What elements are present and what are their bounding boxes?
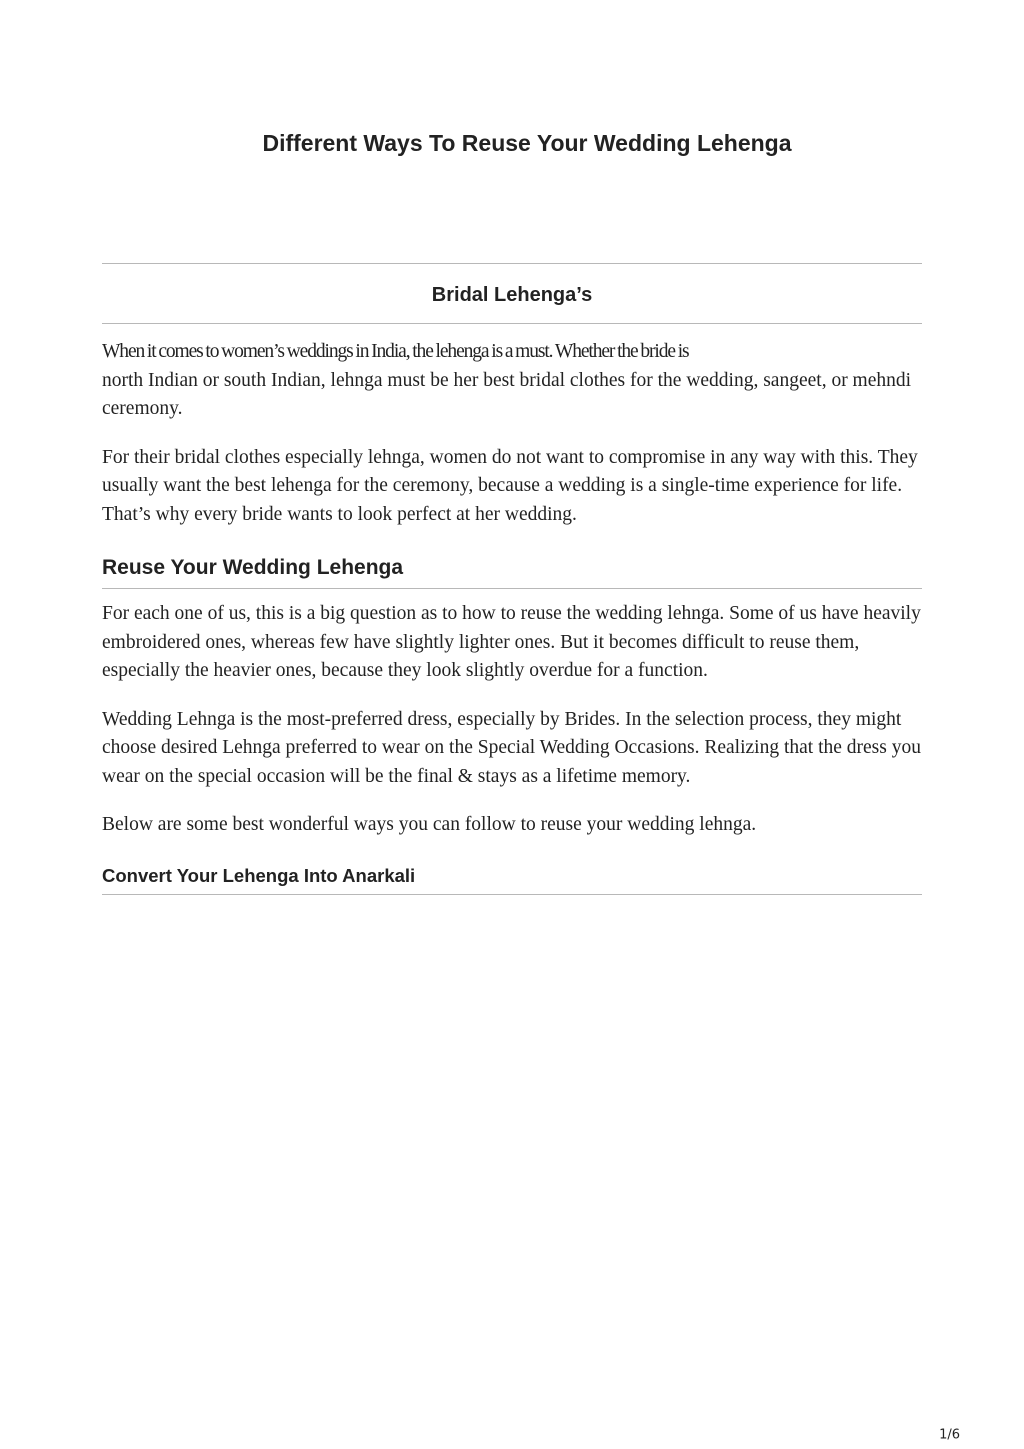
section-heading-bridal: Bridal Lehenga’s	[431, 284, 593, 306]
paragraph-reuse-preferred: Wedding Lehnga is the most-preferred dress, especially by Brides. In the selection process, they might choose desired Lehnga preferred to wear on the Special Wedding Occasions. Realizing that the dress you wear on the special occasion will be the final & stays as a lifetime memory.	[102, 708, 921, 787]
paragraph-bridal-expectations: For their bridal clothes especially lehnga, women do not want to compromise in any way with this. They usually want the best lehenga for the ceremony, because a wedding is a single-time experience for life. That’s why every bride wants to look perfect at her wedding.	[102, 446, 918, 525]
heading-anarkali: Convert Your Lehenga Into Anarkali	[102, 864, 416, 886]
divider-anarkali	[102, 894, 922, 895]
paragraph-reuse-ways: Below are some best wonderful ways you can follow to reuse your wedding lehnga.	[102, 814, 757, 835]
paragraph-bridal-intro	[102, 338, 922, 424]
paragraph-bridal-intro-line1: When it comes to women’s weddings in India, the lehenga is a must. Whether the bride is	[102, 341, 689, 362]
paragraph-bridal-intro-rest: north Indian or south Indian, lehnga must be her best bridal clothes for the wedding, sangeet, or mehndi ceremony.	[102, 369, 912, 419]
divider-reuse	[102, 588, 922, 589]
heading-reuse: Reuse Your Wedding Lehenga	[102, 556, 404, 579]
article-body	[102, 263, 922, 895]
divider-bridal	[102, 323, 922, 324]
page-number: 1/6	[939, 1427, 960, 1443]
page-title: Different Ways To Reuse Your Wedding Lehenga	[262, 130, 792, 156]
paragraph-reuse-question: For each one of us, this is a big question as to how to reuse the wedding lehnga. Some of us have heavily embroidered ones, whereas few have slightly lighter ones. But it becomes difficult to reuse them, especially the heavier ones, because they look slightly overdue for a function.	[102, 603, 921, 681]
